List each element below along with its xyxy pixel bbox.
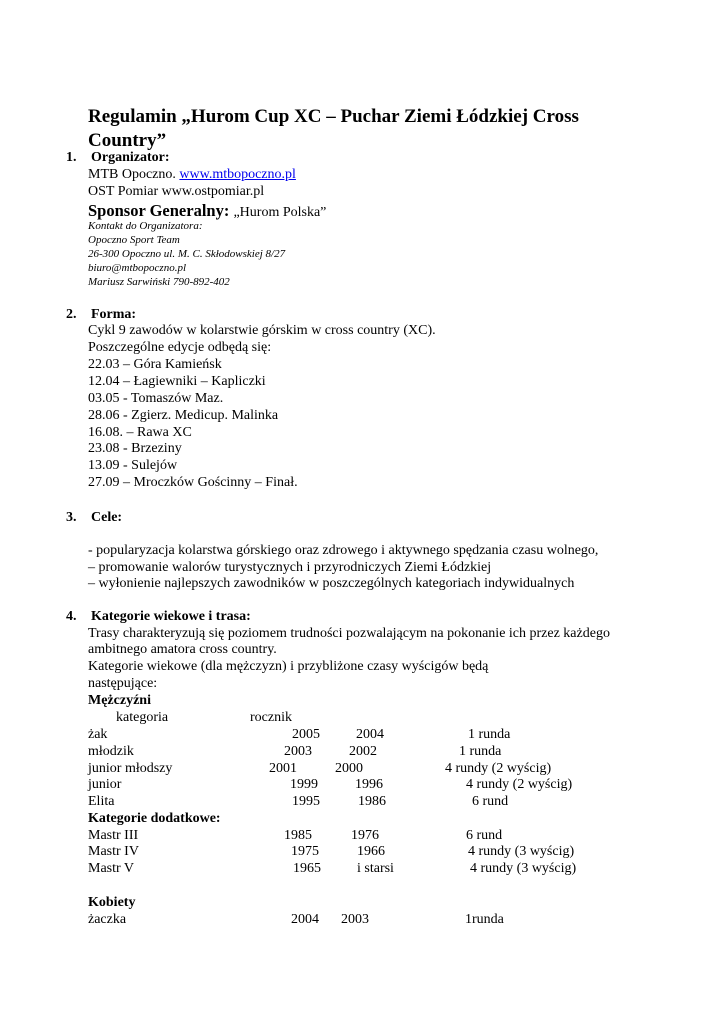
- year-from: 1965: [293, 861, 321, 876]
- men-heading: Mężczyźni: [88, 693, 151, 708]
- year-from: 1995: [292, 794, 320, 809]
- extra-categories-heading: Kategorie dodatkowe:: [88, 811, 221, 826]
- category-name: Mastr V: [88, 861, 135, 876]
- laps: 6 rund: [472, 794, 509, 809]
- year-from: 1985: [284, 828, 312, 843]
- year-to: 2003: [341, 912, 369, 927]
- event-date-line: 12.04 – Łagiewniki – Kapliczki: [88, 374, 266, 389]
- category-name: młodzik: [88, 744, 134, 759]
- women-heading: Kobiety: [88, 895, 136, 910]
- year-from: 1999: [290, 777, 318, 792]
- section-1-heading: Organizator:: [91, 150, 170, 165]
- category-name: Elita: [88, 794, 115, 809]
- section-3-heading: Cele:: [91, 510, 123, 525]
- ost-pomiar-line: OST Pomiar www.ostpomiar.pl: [88, 184, 265, 199]
- organizer-website-link[interactable]: www.mtbopoczno.pl: [179, 167, 296, 182]
- section-2-number: 2.: [66, 307, 77, 322]
- goal-line: – wyłonienie najlepszych zawodników w poszczególnych kategoriach indywidualnych: [88, 576, 575, 591]
- organizer-name: MTB Opoczno.: [88, 167, 180, 182]
- goal-line: – promowanie walorów turystycznych i przyrodniczych Ziemi Łódzkiej: [88, 560, 492, 575]
- year-to: 1966: [357, 844, 385, 859]
- year-from: 2004: [291, 912, 319, 927]
- year-to: 2002: [349, 744, 377, 759]
- year-to: 2004: [356, 727, 384, 742]
- column-header-year: rocznik: [250, 710, 292, 725]
- year-from: 2005: [292, 727, 320, 742]
- contact-phone: Mariusz Sarwiński 790-892-402: [88, 276, 230, 288]
- contact-email: biuro@mtbopoczno.pl: [88, 262, 187, 274]
- sponsor-value: „Hurom Polska”: [233, 205, 327, 220]
- category-name: żak: [88, 727, 108, 742]
- year-to: i starsi: [357, 861, 394, 876]
- category-name: junior: [88, 777, 122, 792]
- event-date-line: 27.09 – Mroczków Gościnny – Finał.: [88, 475, 298, 490]
- laps: 1 runda: [459, 744, 502, 759]
- form-line: Cykl 9 zawodów w kolarstwie górskim w cross country (XC).: [88, 323, 436, 338]
- year-to: 1996: [355, 777, 383, 792]
- laps: 1runda: [465, 912, 504, 927]
- document-title-line2: Country”: [88, 130, 167, 151]
- document-title-line1: Regulamin „Hurom Cup XC – Puchar Ziemi Łódzkiej Cross: [88, 106, 579, 127]
- laps: 4 rundy (3 wyścig): [470, 861, 577, 876]
- contact-line: Opoczno Sport Team: [88, 234, 180, 246]
- event-date-line: 13.09 - Sulejów: [88, 458, 178, 473]
- year-from: 2003: [284, 744, 312, 759]
- section-3-number: 3.: [66, 510, 77, 525]
- event-date-line: 28.06 - Zgierz. Medicup. Malinka: [88, 408, 279, 423]
- year-to: 1986: [358, 794, 386, 809]
- category-name: Mastr IV: [88, 844, 139, 859]
- event-date-line: 16.08. – Rawa XC: [88, 425, 192, 440]
- contact-line: Kontakt do Organizatora:: [88, 220, 203, 232]
- section-4-heading: Kategorie wiekowe i trasa:: [91, 609, 251, 624]
- laps: 4 rundy (2 wyścig): [445, 761, 552, 776]
- laps: 4 rundy (2 wyścig): [466, 777, 573, 792]
- section-4-number: 4.: [66, 609, 77, 624]
- sponsor-label: Sponsor Generalny:: [88, 201, 234, 220]
- event-date-line: 22.03 – Góra Kamieńsk: [88, 357, 222, 372]
- event-date-line: 23.08 - Brzeziny: [88, 441, 182, 456]
- category-name: junior młodszy: [88, 761, 173, 776]
- year-from: 1975: [291, 844, 319, 859]
- laps: 1 runda: [468, 727, 511, 742]
- section-1-number: 1.: [66, 150, 77, 165]
- category-intro-line: ambitnego amatora cross country.: [88, 642, 277, 657]
- year-to: 2000: [335, 761, 363, 776]
- category-name: Mastr III: [88, 828, 139, 843]
- category-name: żaczka: [88, 912, 127, 927]
- category-intro-line: następujące:: [88, 676, 158, 691]
- organizer-line: [88, 166, 296, 183]
- year-from: 2001: [269, 761, 297, 776]
- category-intro-line: Kategorie wiekowe (dla mężczyzn) i przybliżone czasy wyścigów będą: [88, 659, 489, 674]
- section-2-heading: Forma:: [91, 307, 137, 322]
- laps: 6 rund: [466, 828, 503, 843]
- goal-line: - popularyzacja kolarstwa górskiego oraz zdrowego i aktywnego spędzania czasu wolnego,: [88, 543, 599, 558]
- column-header-category: kategoria: [116, 710, 169, 725]
- category-intro-line: Trasy charakteryzują się poziomem trudności pozwalającym na pokonanie ich przez każdego: [88, 626, 610, 641]
- year-to: 1976: [351, 828, 379, 843]
- event-date-line: 03.05 - Tomaszów Maz.: [88, 391, 224, 406]
- laps: 4 rundy (3 wyścig): [468, 844, 575, 859]
- form-line: Poszczególne edycje odbędą się:: [88, 340, 272, 355]
- contact-line: 26-300 Opoczno ul. M. C. Skłodowskiej 8/27: [88, 248, 286, 260]
